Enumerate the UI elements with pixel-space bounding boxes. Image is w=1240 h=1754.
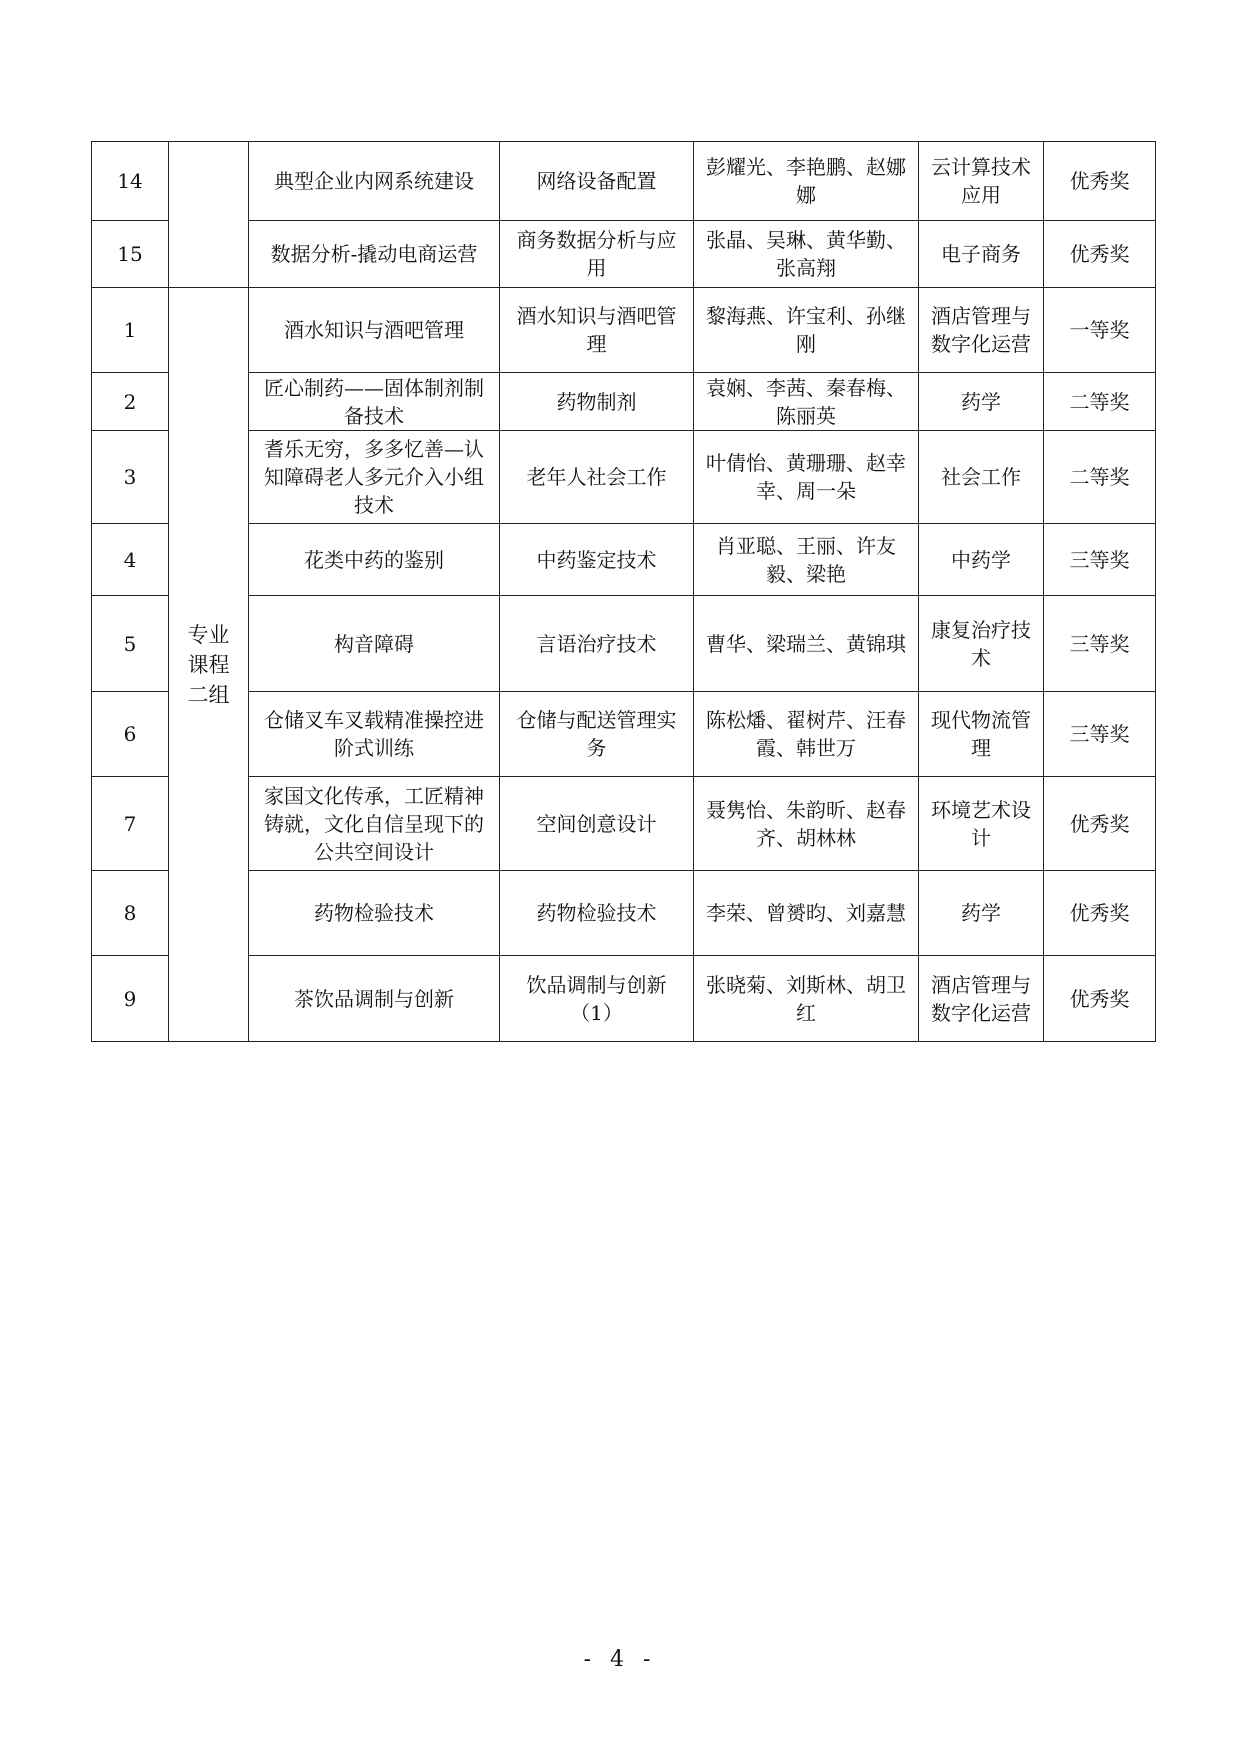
- major-name: 康复治疗技术: [919, 596, 1044, 692]
- table-row: [92, 596, 1156, 692]
- team-members: 陈松燔、翟树芹、汪春霞、韩世万: [694, 692, 919, 777]
- award-level: 优秀奖: [1044, 871, 1156, 956]
- team-members: 聂隽怡、朱韵昕、赵春齐、胡林林: [694, 777, 919, 871]
- project-title: 酒水知识与酒吧管理: [249, 288, 500, 373]
- table-row: [92, 142, 1156, 221]
- row-number: 1: [92, 288, 169, 373]
- award-level: 二等奖: [1044, 373, 1156, 431]
- major-name: 酒店管理与数字化运营: [919, 288, 1044, 373]
- project-title: 数据分析-撬动电商运营: [249, 221, 500, 288]
- course-name: 网络设备配置: [500, 142, 694, 221]
- row-number: 2: [92, 373, 169, 431]
- team-members: 张晓菊、刘斯林、胡卫红: [694, 956, 919, 1042]
- row-number: 5: [92, 596, 169, 692]
- project-title: 茶饮品调制与创新: [249, 956, 500, 1042]
- project-title: 仓储叉车叉载精准操控进阶式训练: [249, 692, 500, 777]
- course-name: 饮品调制与创新（1）: [500, 956, 694, 1042]
- award-level: 三等奖: [1044, 524, 1156, 596]
- project-title: 典型企业内网系统建设: [249, 142, 500, 221]
- course-name: 言语治疗技术: [500, 596, 694, 692]
- course-name: 中药鉴定技术: [500, 524, 694, 596]
- award-level: 三等奖: [1044, 692, 1156, 777]
- project-title: 药物检验技术: [249, 871, 500, 956]
- project-title: 花类中药的鉴别: [249, 524, 500, 596]
- award-level: 一等奖: [1044, 288, 1156, 373]
- course-name: 商务数据分析与应用: [500, 221, 694, 288]
- project-title: 耆乐无穷，多多忆善—认知障碍老人多元介入小组技术: [249, 431, 500, 524]
- row-number: 3: [92, 431, 169, 524]
- major-name: 电子商务: [919, 221, 1044, 288]
- team-members: 黎海燕、许宝利、孙继刚: [694, 288, 919, 373]
- table-row: [92, 777, 1156, 871]
- row-number: 15: [92, 221, 169, 288]
- project-title: 构音障碍: [249, 596, 500, 692]
- row-number: 4: [92, 524, 169, 596]
- award-level: 优秀奖: [1044, 221, 1156, 288]
- team-members: 李荣、曾赟昀、刘嘉慧: [694, 871, 919, 956]
- team-members: 肖亚聪、王丽、许友毅、梁艳: [694, 524, 919, 596]
- major-name: 中药学: [919, 524, 1044, 596]
- row-number: 8: [92, 871, 169, 956]
- team-members: 袁娴、李茜、秦春梅、陈丽英: [694, 373, 919, 431]
- major-name: 药学: [919, 373, 1044, 431]
- project-title: 匠心制药——固体制剂制备技术: [249, 373, 500, 431]
- course-name: 老年人社会工作: [500, 431, 694, 524]
- major-name: 药学: [919, 871, 1044, 956]
- major-name: 环境艺术设计: [919, 777, 1044, 871]
- award-level: 三等奖: [1044, 596, 1156, 692]
- team-members: 张晶、吴琳、黄华勤、张高翔: [694, 221, 919, 288]
- course-name: 空间创意设计: [500, 777, 694, 871]
- row-number: 6: [92, 692, 169, 777]
- major-name: 云计算技术应用: [919, 142, 1044, 221]
- major-name: 现代物流管理: [919, 692, 1044, 777]
- table-row: [92, 431, 1156, 524]
- course-name: 药物制剂: [500, 373, 694, 431]
- table-row: [92, 373, 1156, 431]
- row-number: 9: [92, 956, 169, 1042]
- table-row: [92, 288, 1156, 373]
- table-row: [92, 871, 1156, 956]
- group-cell-empty: [169, 142, 249, 288]
- group-name: 专业课程二组: [169, 288, 249, 1042]
- major-name: 社会工作: [919, 431, 1044, 524]
- major-name: 酒店管理与数字化运营: [919, 956, 1044, 1042]
- course-name: 仓储与配送管理实务: [500, 692, 694, 777]
- table-row: [92, 956, 1156, 1042]
- course-name: 药物检验技术: [500, 871, 694, 956]
- table-row: [92, 692, 1156, 777]
- page-number: - 4 -: [583, 1647, 657, 1672]
- award-level: 优秀奖: [1044, 142, 1156, 221]
- award-level: 优秀奖: [1044, 956, 1156, 1042]
- team-members: 曹华、梁瑞兰、黄锦琪: [694, 596, 919, 692]
- award-table: [91, 141, 1156, 1042]
- project-title: 家国文化传承，工匠精神铸就，文化自信呈现下的公共空间设计: [249, 777, 500, 871]
- award-level: 优秀奖: [1044, 777, 1156, 871]
- row-number: 14: [92, 142, 169, 221]
- table-row: [92, 221, 1156, 288]
- team-members: 叶倩怡、黄珊珊、赵幸幸、周一朵: [694, 431, 919, 524]
- table-row: [92, 524, 1156, 596]
- award-level: 二等奖: [1044, 431, 1156, 524]
- row-number: 7: [92, 777, 169, 871]
- course-name: 酒水知识与酒吧管理: [500, 288, 694, 373]
- team-members: 彭耀光、李艳鹏、赵娜娜: [694, 142, 919, 221]
